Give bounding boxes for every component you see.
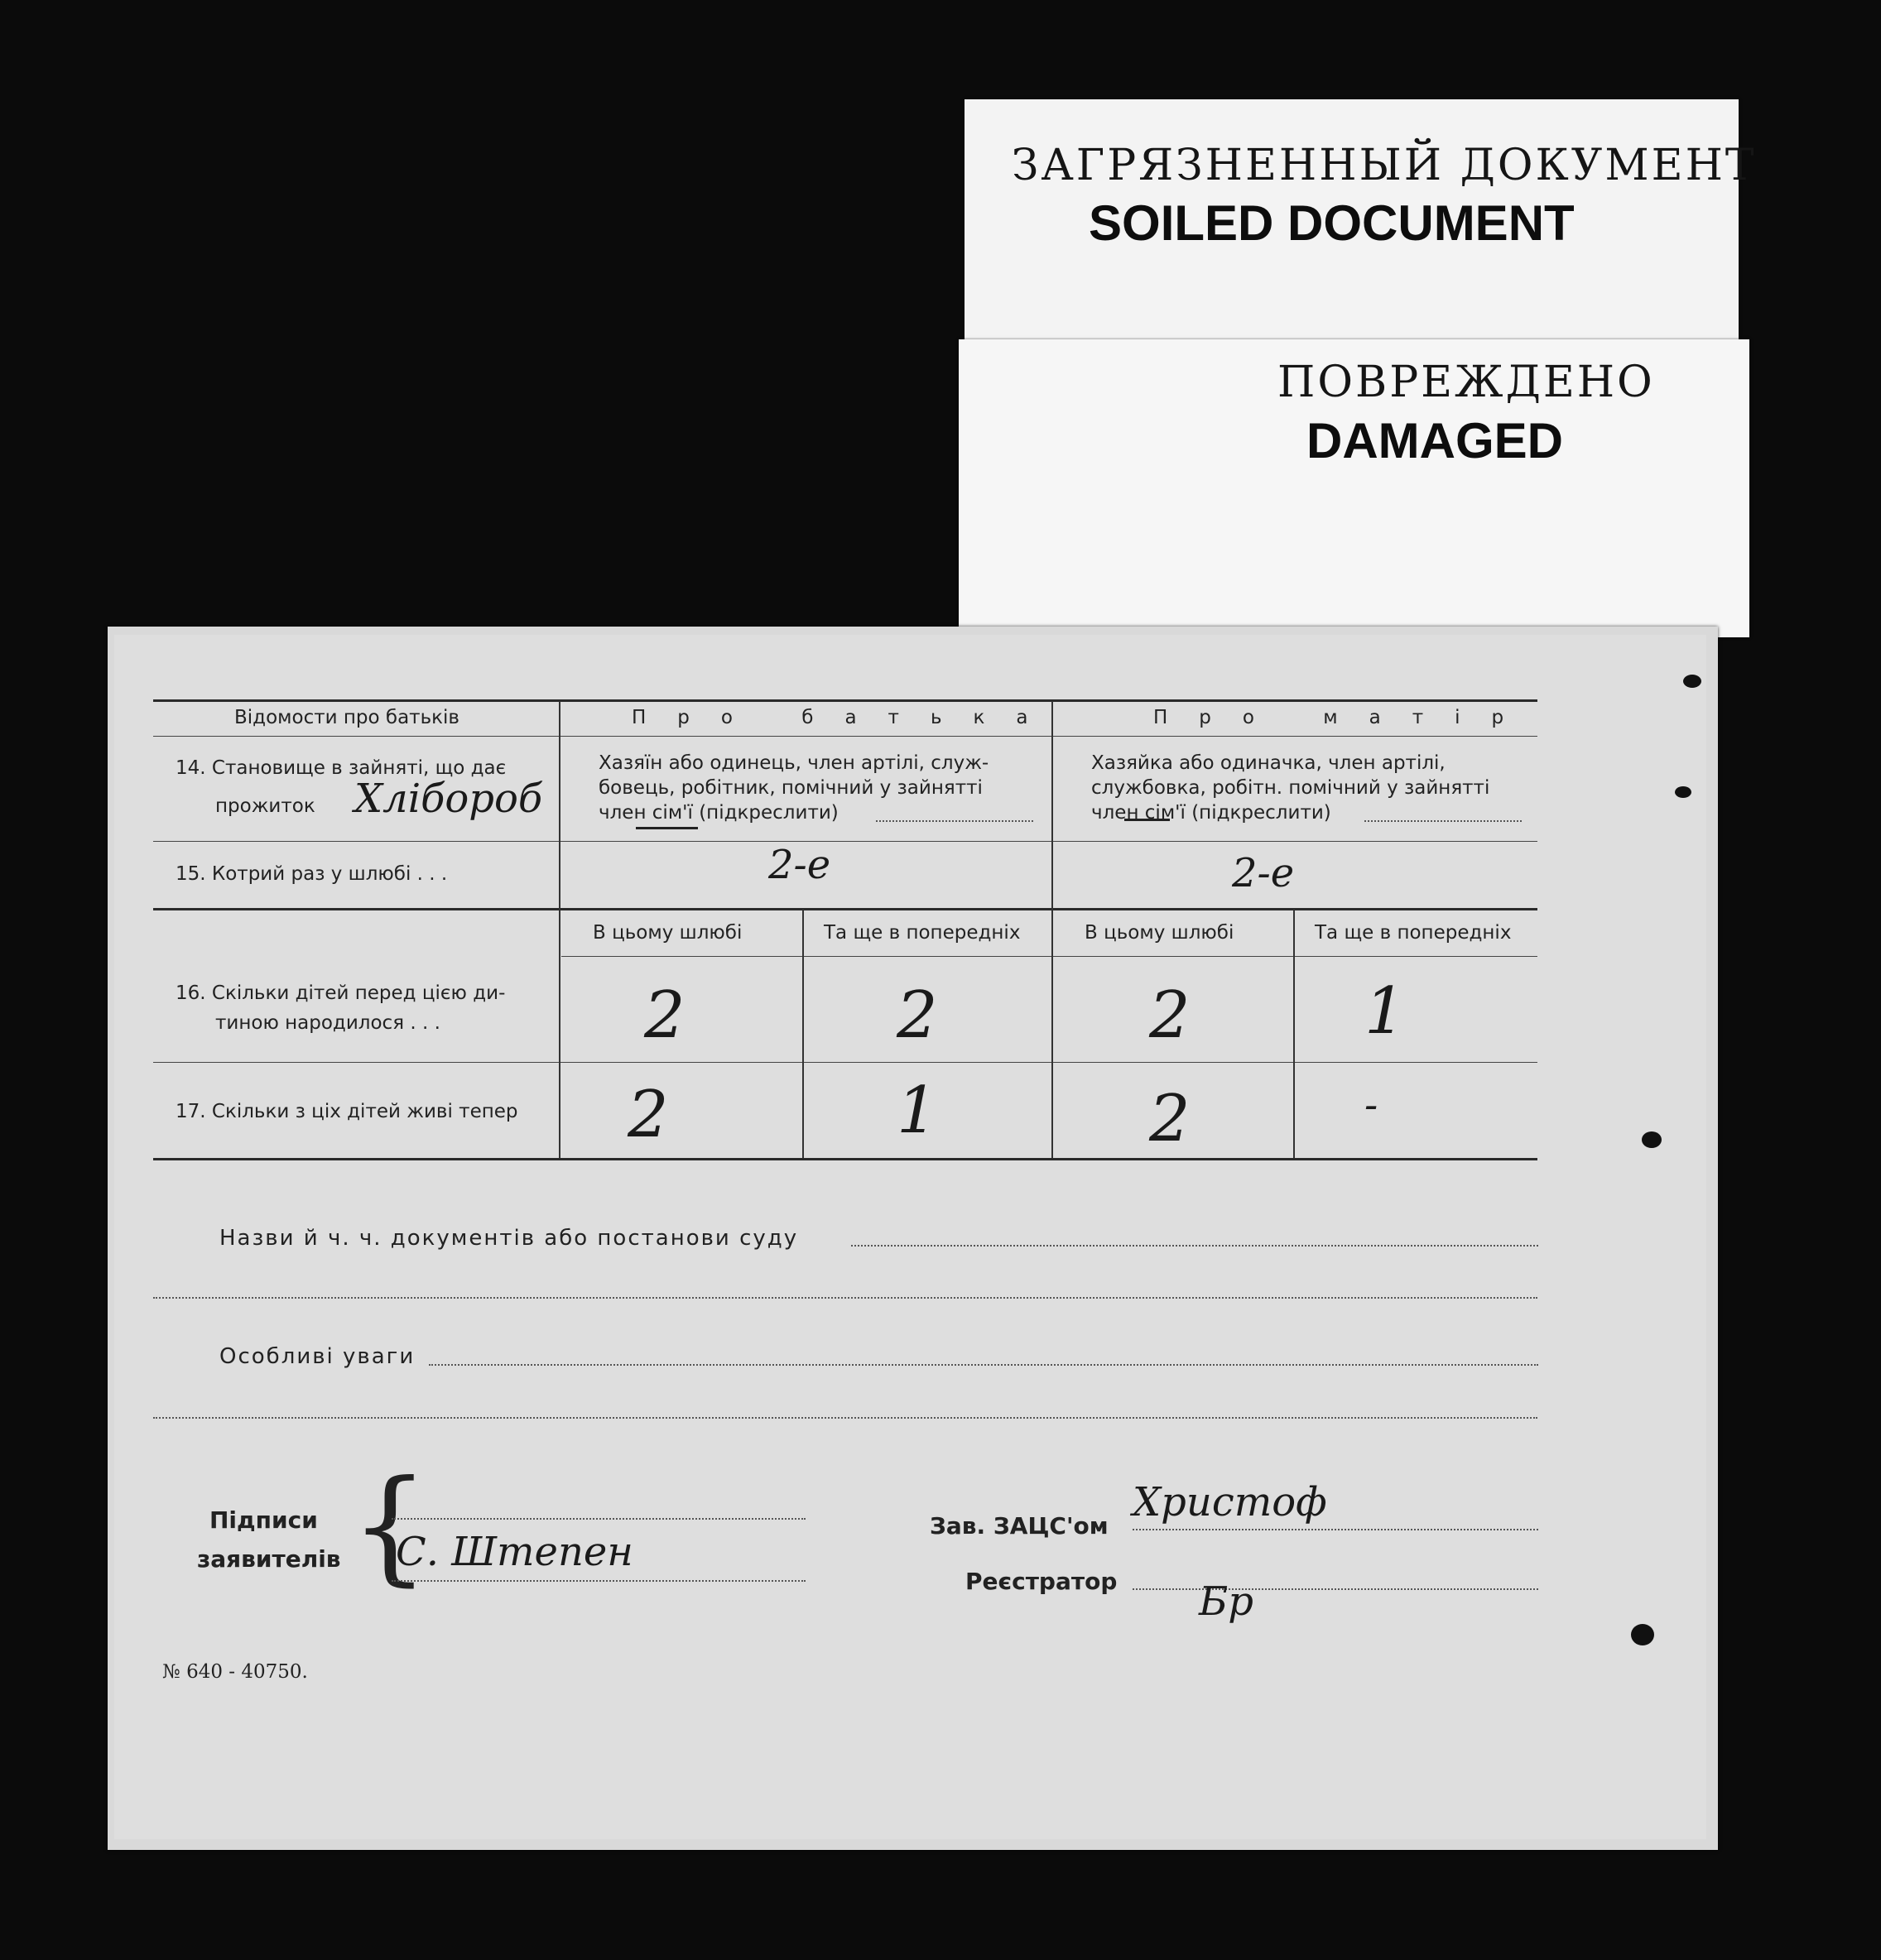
header-info: Відомости про батьків	[234, 707, 459, 728]
notes-label: Особливі уваги	[219, 1344, 416, 1369]
row14-label: 14. Становище в зайняті, що дає	[176, 757, 507, 779]
row14-label-cont: прожиток	[215, 795, 315, 817]
head-signature: Христоф	[1133, 1479, 1327, 1525]
row16-label-cont: тиною народилося . . .	[215, 1012, 440, 1034]
soiled-label-ru: ЗАГРЯЗНЕННЫЙ ДОКУМЕНТ	[1012, 141, 1757, 190]
row16-mother-current: 2	[1149, 978, 1191, 1053]
subheader-mother-previous: Та ще в попередніх	[1315, 922, 1512, 944]
row15-father-value: 2-е	[768, 842, 831, 888]
row16-father-previous: 2	[897, 978, 938, 1053]
row17-mother-current: 2	[1149, 1082, 1191, 1156]
subheader-mother-current: В цьому шлюбі	[1085, 922, 1234, 944]
subheader-rule	[561, 956, 1537, 957]
row14-father-text: член сім'ї (підкреслити)	[599, 802, 839, 824]
header-mother: Про матір	[1153, 707, 1536, 728]
signatures-label-cont: заявителів	[197, 1545, 341, 1573]
subheader-father-previous: Та ще в попередніх	[824, 922, 1021, 944]
form-body	[114, 635, 1706, 1839]
row16-rule	[153, 1062, 1537, 1063]
row14-father-text: Хазяїн або одинець, член артілі, служ-	[599, 752, 989, 774]
head-label: Зав. ЗАЦС'ом	[930, 1512, 1109, 1540]
row14-mother-text: член сім'ї (підкреслити)	[1091, 802, 1331, 824]
documents-fill-line	[153, 1297, 1537, 1299]
row15-mother-value: 2-е	[1232, 850, 1295, 896]
row16-label: 16. Скільки дітей перед цією ди-	[176, 982, 506, 1004]
row15-label: 15. Котрий раз у шлюбі . . .	[176, 863, 448, 885]
table-bottom-rule	[153, 1158, 1537, 1160]
registrar-label: Реєстратор	[965, 1568, 1118, 1595]
mother-underline-mark	[1124, 819, 1170, 821]
dotted-fill-line	[876, 820, 1033, 822]
punch-hole	[1683, 675, 1701, 688]
row14-mother-text: Хазяйка або одиначка, член артілі,	[1091, 752, 1446, 774]
row17-father-previous: 1	[897, 1074, 938, 1148]
father-underline-mark	[636, 827, 698, 829]
row17-father-current: 2	[628, 1078, 669, 1152]
damaged-label-ru: ПОВРЕЖДЕНО	[1277, 358, 1655, 407]
signature-brace: {	[350, 1454, 430, 1598]
row14-rule	[153, 841, 1537, 842]
dotted-fill-line	[1364, 820, 1522, 822]
column-divider	[559, 701, 560, 1158]
row16-mother-previous: 1	[1364, 974, 1406, 1049]
head-fill-line	[1133, 1529, 1538, 1530]
form-number: № 640 - 40750.	[162, 1661, 308, 1683]
punch-hole	[1631, 1624, 1654, 1645]
applicant-signature: С. Штепен	[396, 1529, 633, 1575]
header-father: Про батька	[632, 707, 1060, 728]
column-divider	[1293, 910, 1295, 1158]
documents-fill-line	[851, 1245, 1538, 1247]
row16-father-current: 2	[644, 978, 686, 1053]
signatures-label: Підписи	[209, 1506, 318, 1534]
registrar-fill-line	[1133, 1588, 1538, 1590]
punch-hole	[1675, 786, 1691, 798]
registrar-signature: Бр	[1199, 1578, 1253, 1625]
damaged-document-flag	[959, 339, 1749, 637]
registration-form-sheet	[108, 627, 1718, 1850]
soiled-label-en: SOILED DOCUMENT	[1089, 195, 1575, 251]
notes-fill-line	[153, 1417, 1537, 1419]
row14-mother-text: службовка, робітн. помічний у зайнятті	[1091, 777, 1490, 799]
row14-father-text: бовець, робітник, помічний у зайнятті	[599, 777, 983, 799]
column-divider	[802, 910, 804, 1158]
signature-fill-line	[392, 1518, 806, 1520]
damaged-label-en: DAMAGED	[1306, 413, 1563, 468]
signature-fill-line	[392, 1580, 806, 1582]
punch-hole	[1642, 1131, 1662, 1148]
documents-label: Назви й ч. ч. документів або постанови суду	[219, 1226, 799, 1251]
subheader-father-current: В цьому шлюбі	[593, 922, 743, 944]
header-rule	[153, 736, 1537, 737]
row17-mother-previous: -	[1364, 1082, 1378, 1128]
row14-handwritten-occupation: Хлібороб	[354, 776, 543, 822]
notes-fill-line	[429, 1364, 1538, 1366]
row15-rule	[153, 908, 1537, 910]
row17-label: 17. Скільки з ціх дітей живі тепер	[176, 1101, 518, 1122]
column-divider	[1051, 701, 1053, 1158]
table-top-rule	[153, 699, 1537, 702]
